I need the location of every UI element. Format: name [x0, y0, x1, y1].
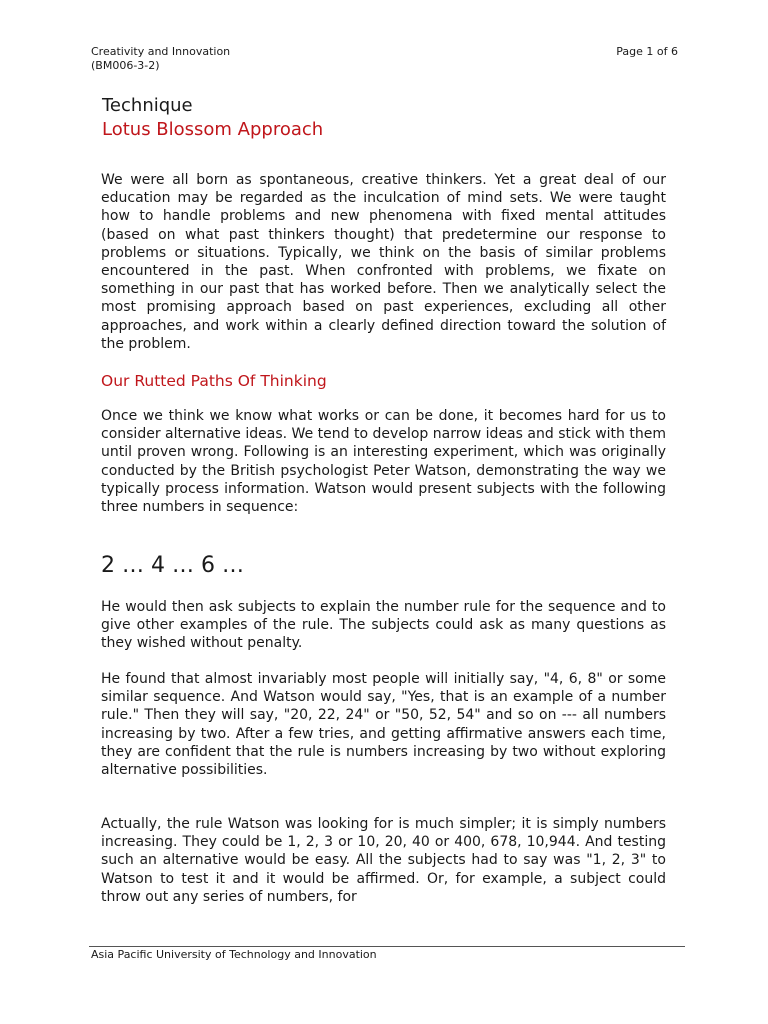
- paragraph-rule: Actually, the rule Watson was looking for is much simpler; it is simply numbers increasing. They could be 1, 2, 3 or 10, 20, 40 or 400, 678, 10,944. And testing such an alternative would be easy. All the subjects had to say was "1, 2, 3" to Watson to test it and it would be affirmed. Or, for example, a subject could throw out any series of numbers, for: [101, 816, 666, 905]
- paragraph-findings: He found that almost invariably most people will initially say, "4, 6, 8" or some similar sequence. And Watson would say, "Yes, that is an example of a number rule." Then they will say, "20, 22, 24" or "50, 52, 54" and so on --- all numbers increasing by two. After a few tries, and getting affirmative answers each time, they are confident that the rule is numbers increasing by two without exploring alternative possibilities.: [101, 671, 666, 779]
- footer-divider: [89, 946, 685, 947]
- course-name: Creativity and Innovation: [91, 45, 231, 58]
- footer-institution: Asia Pacific University of Technology and Innovation: [91, 948, 377, 961]
- paragraph-experiment: Once we think we know what works or can be done, it becomes hard for us to consider alternative ideas. We tend to develop narrow ideas and stick with them until proven wrong. Following is an interesting experiment, which was originally conducted by the British psychologist Peter Watson, demonstrating the way we typically process information. Watson would present subjects with the following three numbers in sequence:: [101, 408, 666, 516]
- paragraph-intro: We were all born as spontaneous, creative thinkers. Yet a great deal of our education may be regarded as the inculcation of mind sets. We were taught how to handle problems and new phenomena with fixed mental attitudes (based on what past thinkers thought) that predetermine our response to problems or situations. Typically, we think on the basis of similar problems encountered in the past. When confronted with problems, we fixate on something in our past that has worked before. Then we analytically select the most promising approach based on past experiences, excluding all other approaches, and work within a clearly defined direction toward the solution of the problem.: [101, 172, 666, 352]
- document-title: Technique: [102, 95, 193, 116]
- page-header-course: [91, 45, 230, 73]
- section-heading: Our Rutted Paths Of Thinking: [101, 372, 327, 390]
- paragraph-question: He would then ask subjects to explain the number rule for the sequence and to give other examples of the rule. The subjects could ask as many questions as they wished without penalty.: [101, 599, 666, 652]
- number-sequence: 2 … 4 … 6 …: [101, 553, 244, 578]
- course-code: (BM006-3-2): [91, 59, 160, 72]
- page-indicator: Page 1 of 6: [616, 45, 678, 58]
- document-subtitle: Lotus Blossom Approach: [102, 119, 324, 140]
